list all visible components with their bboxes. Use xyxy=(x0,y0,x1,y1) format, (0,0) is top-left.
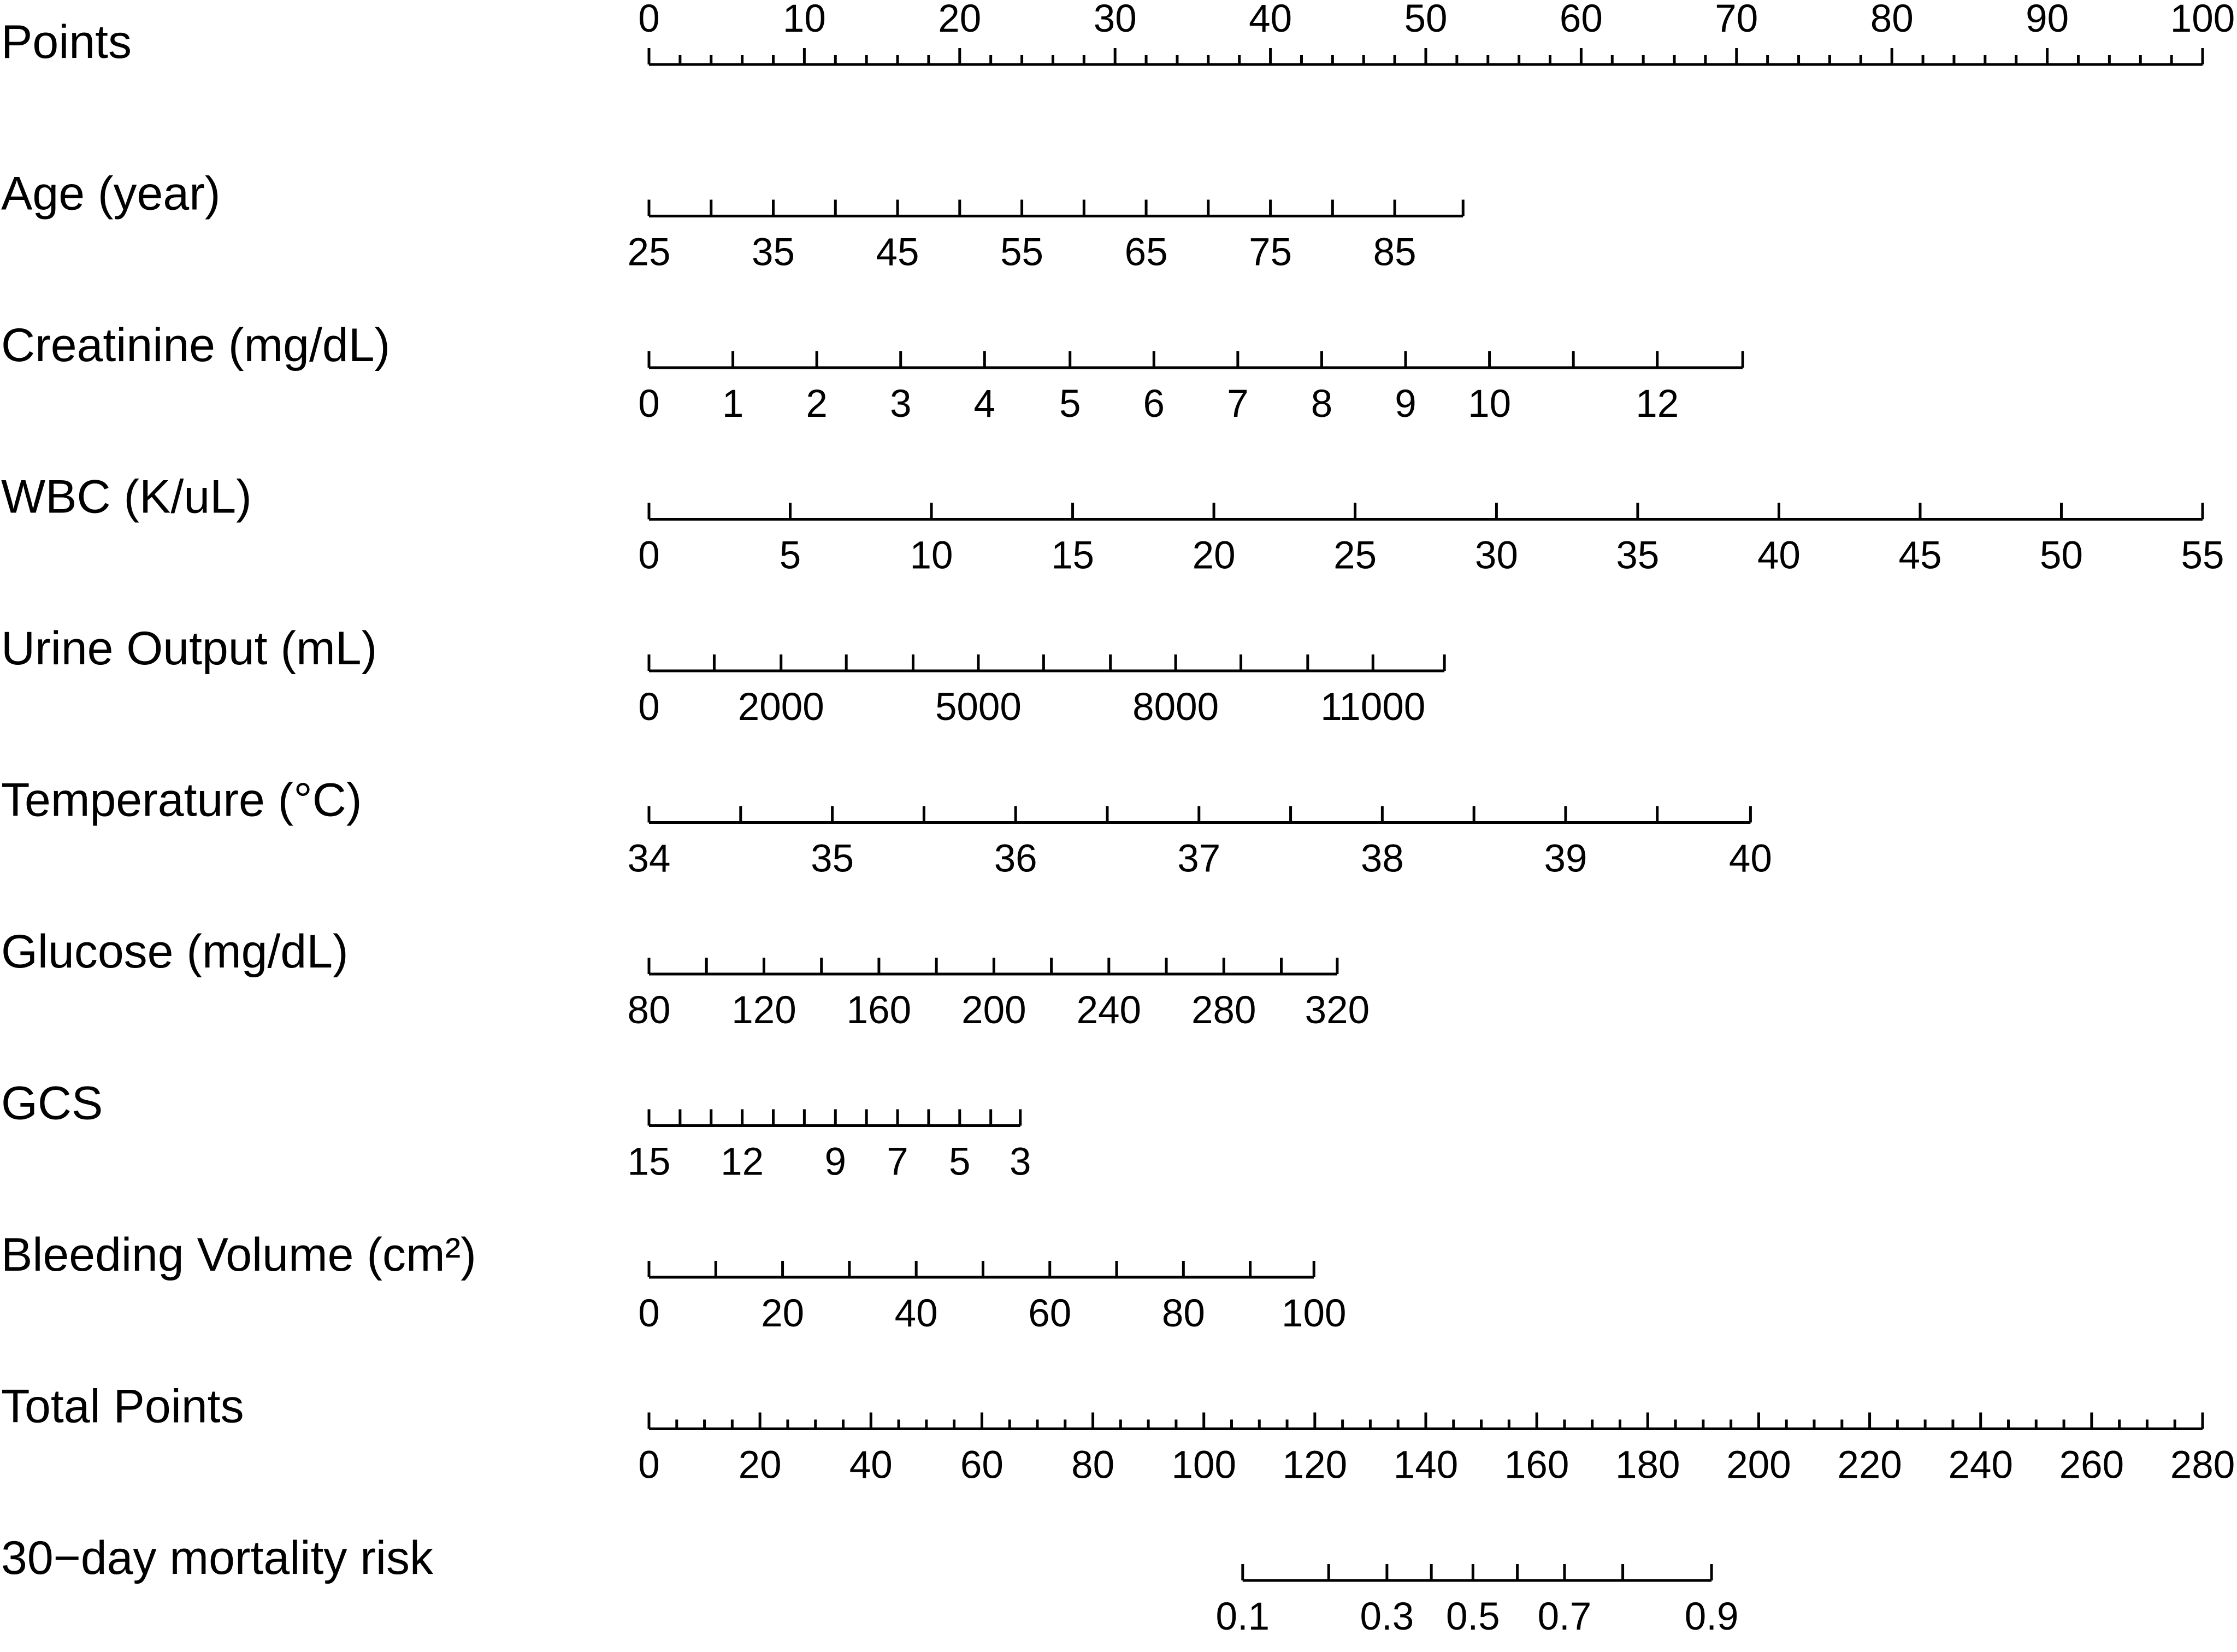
row-label: Temperature (°C) xyxy=(1,774,362,827)
tick-label: 220 xyxy=(1837,1443,1902,1487)
tick-label: 0.1 xyxy=(1215,1595,1270,1638)
tick-label: 0.5 xyxy=(1445,1595,1500,1638)
tick-label: 80 xyxy=(1161,1292,1205,1335)
tick-label: 15 xyxy=(627,1140,671,1184)
tick-label: 30 xyxy=(1093,0,1137,40)
tick-label: 160 xyxy=(846,989,912,1032)
tick-label: 65 xyxy=(1124,231,1168,274)
tick-label: 10 xyxy=(782,0,826,40)
tick-label: 260 xyxy=(2059,1443,2124,1487)
tick-label: 280 xyxy=(2170,1443,2235,1487)
tick-label: 35 xyxy=(811,837,854,881)
tick-label: 7 xyxy=(887,1140,908,1184)
tick-label: 20 xyxy=(1192,534,1236,577)
tick-label: 45 xyxy=(1898,534,1942,577)
tick-label: 30 xyxy=(1474,534,1518,577)
tick-label: 60 xyxy=(1028,1292,1072,1335)
tick-label: 8000 xyxy=(1132,686,1219,729)
tick-label: 38 xyxy=(1360,837,1404,881)
tick-label: 50 xyxy=(1404,0,1448,40)
tick-label: 80 xyxy=(1870,0,1914,40)
tick-label: 140 xyxy=(1393,1443,1459,1487)
tick-label: 240 xyxy=(1948,1443,2013,1487)
tick-label: 100 xyxy=(1281,1292,1347,1335)
tick-label: 320 xyxy=(1305,989,1370,1032)
tick-label: 3 xyxy=(889,382,912,426)
tick-label: 10 xyxy=(1468,382,1512,426)
tick-label: 160 xyxy=(1504,1443,1569,1487)
tick-label: 100 xyxy=(1171,1443,1236,1487)
tick-label: 85 xyxy=(1373,231,1416,274)
tick-label: 20 xyxy=(938,0,982,40)
tick-label: 90 xyxy=(2026,0,2069,40)
tick-label: 9 xyxy=(1395,382,1416,426)
tick-label: 34 xyxy=(627,837,671,881)
tick-label: 40 xyxy=(894,1292,938,1335)
tick-label: 7 xyxy=(1227,382,1249,426)
tick-label: 37 xyxy=(1177,837,1221,881)
row-label: Age (year) xyxy=(1,167,221,220)
row-label: Glucose (mg/dL) xyxy=(1,925,349,978)
tick-label: 0 xyxy=(638,686,660,729)
tick-label: 75 xyxy=(1249,231,1292,274)
tick-label: 0.7 xyxy=(1537,1595,1592,1638)
tick-label: 1 xyxy=(722,382,744,426)
tick-label: 120 xyxy=(1282,1443,1348,1487)
tick-label: 0 xyxy=(638,0,660,40)
tick-label: 180 xyxy=(1615,1443,1680,1487)
tick-label: 3 xyxy=(1009,1140,1031,1184)
tick-label: 9 xyxy=(824,1140,847,1184)
tick-label: 5000 xyxy=(935,686,1022,729)
tick-label: 200 xyxy=(961,989,1026,1032)
tick-label: 8 xyxy=(1311,382,1333,426)
row-label: Urine Output (mL) xyxy=(1,622,377,675)
tick-label: 120 xyxy=(731,989,796,1032)
tick-label: 100 xyxy=(2170,0,2235,40)
tick-label: 5 xyxy=(779,534,801,577)
tick-label: 200 xyxy=(1726,1443,1791,1487)
tick-label: 70 xyxy=(1715,0,1758,40)
tick-label: 40 xyxy=(1757,534,1801,577)
tick-label: 36 xyxy=(994,837,1037,881)
tick-label: 2 xyxy=(806,382,828,426)
tick-label: 60 xyxy=(1559,0,1603,40)
tick-label: 20 xyxy=(738,1443,782,1487)
tick-label: 25 xyxy=(627,231,671,274)
row-label: 30−day mortality risk xyxy=(1,1532,434,1584)
tick-label: 25 xyxy=(1333,534,1377,577)
tick-label: 15 xyxy=(1051,534,1095,577)
tick-label: 45 xyxy=(876,231,919,274)
tick-label: 0 xyxy=(638,1292,660,1335)
tick-label: 4 xyxy=(973,382,996,426)
tick-label: 55 xyxy=(1000,231,1044,274)
tick-label: 10 xyxy=(910,534,953,577)
tick-label: 280 xyxy=(1191,989,1256,1032)
row-label: Total Points xyxy=(1,1380,244,1433)
tick-label: 40 xyxy=(1249,0,1292,40)
tick-label: 240 xyxy=(1076,989,1142,1032)
tick-label: 40 xyxy=(849,1443,893,1487)
tick-label: 11000 xyxy=(1320,686,1426,729)
tick-label: 6 xyxy=(1143,382,1165,426)
tick-label: 0 xyxy=(638,1443,660,1487)
tick-label: 39 xyxy=(1544,837,1587,881)
tick-label: 35 xyxy=(1616,534,1660,577)
tick-label: 12 xyxy=(721,1140,764,1184)
tick-label: 5 xyxy=(1059,382,1081,426)
tick-label: 0.3 xyxy=(1360,1595,1414,1638)
tick-label: 0.9 xyxy=(1684,1595,1739,1638)
tick-label: 80 xyxy=(627,989,671,1032)
row-label: GCS xyxy=(1,1077,103,1130)
tick-label: 5 xyxy=(949,1140,971,1184)
tick-label: 12 xyxy=(1636,382,1679,426)
tick-label: 20 xyxy=(761,1292,805,1335)
tick-label: 55 xyxy=(2181,534,2224,577)
tick-label: 40 xyxy=(1728,837,1772,881)
row-label: Creatinine (mg/dL) xyxy=(1,319,391,371)
tick-label: 0 xyxy=(638,382,660,426)
row-label: Points xyxy=(1,16,132,68)
tick-label: 0 xyxy=(638,534,660,577)
tick-label: 2000 xyxy=(737,686,824,729)
row-label: WBC (K/uL) xyxy=(1,470,252,523)
tick-label: 50 xyxy=(2039,534,2083,577)
tick-label: 60 xyxy=(960,1443,1004,1487)
tick-label: 80 xyxy=(1071,1443,1115,1487)
tick-label: 35 xyxy=(752,231,795,274)
row-label: Bleeding Volume (cm²) xyxy=(1,1229,476,1281)
